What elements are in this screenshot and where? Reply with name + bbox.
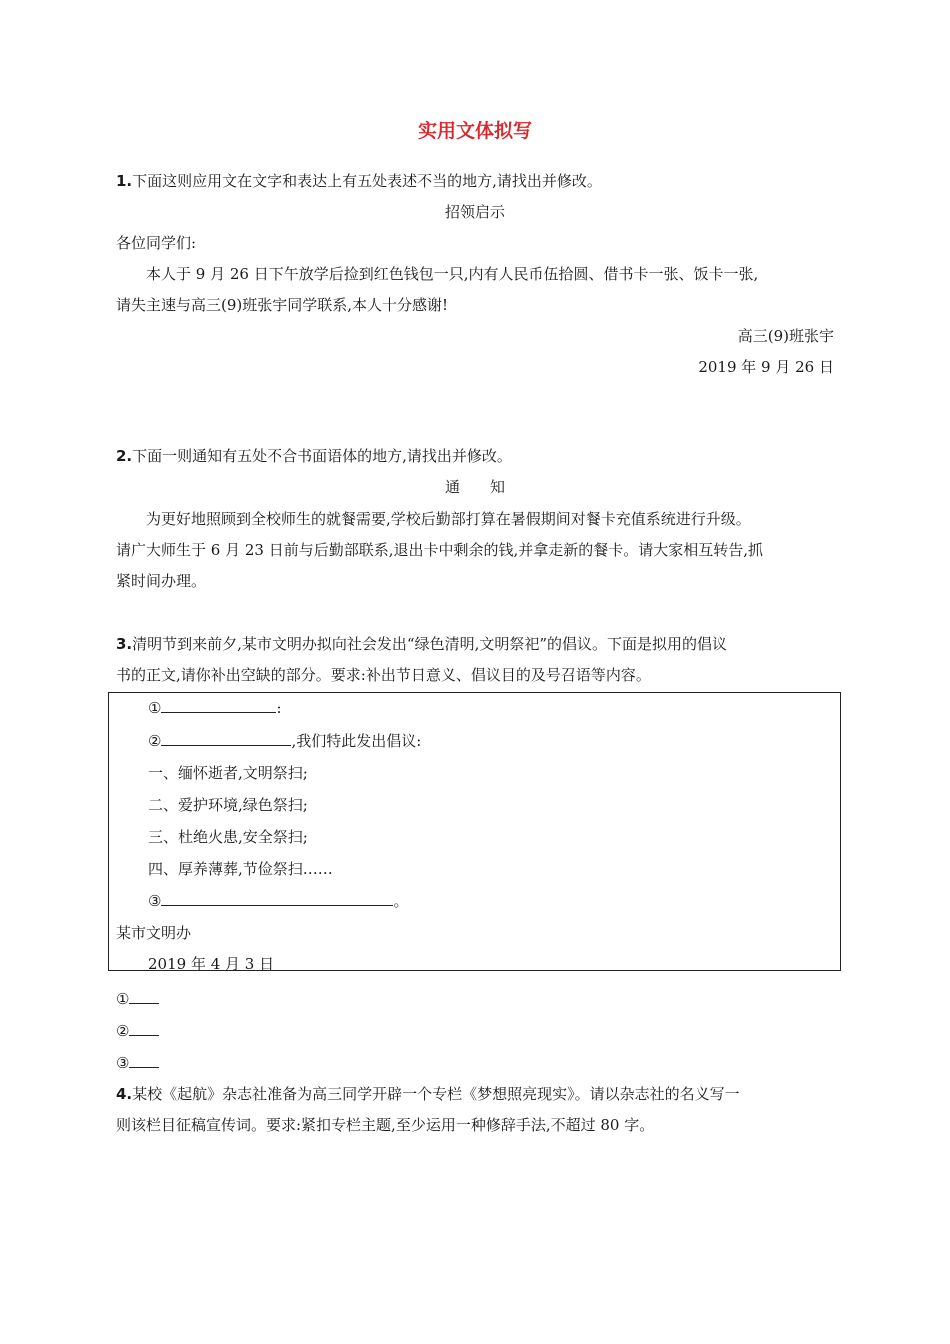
- notice-body-line: 紧时间办理。: [116, 572, 207, 590]
- proposal-item: 一、缅怀逝者,文明祭扫;: [148, 764, 308, 782]
- question-prompt: 则该栏目征稿宣传词。要求:紧扣专栏主题,至少运用一种修辞手法,不超过 80 字。: [116, 1116, 655, 1134]
- question-number: 2.: [116, 447, 133, 465]
- question-4: [116, 1083, 740, 1104]
- notice-body-line: 请广大师生于 6 月 23 日前与后勤部联系,退出卡中剩余的钱,并拿走新的餐卡。请大家相互转告,抓: [116, 541, 764, 559]
- answer-blank[interactable]: [129, 1021, 159, 1036]
- page-title: 实用文体拟写: [417, 120, 532, 142]
- blank-marker: ③: [148, 892, 162, 910]
- proposal-line-2: [148, 730, 421, 751]
- proposal-item: 四、厚养薄葬,节俭祭扫……: [148, 860, 333, 878]
- notice-title: 招领启示: [444, 203, 505, 221]
- greeting: 各位同学们:: [116, 234, 197, 252]
- question-2: [116, 445, 512, 466]
- question-number: 3.: [116, 635, 133, 653]
- proposal-date: 2019 年 4 月 3 日: [148, 955, 275, 973]
- proposal-line-3: [148, 890, 408, 911]
- question-1: [116, 170, 602, 191]
- notice-body-line: 请失主速与高三(9)班张宇同学联系,本人十分感谢!: [116, 296, 449, 314]
- question-3: [116, 633, 727, 654]
- blank-3[interactable]: [161, 891, 393, 906]
- blank-marker: ①: [148, 699, 162, 717]
- answer-blank[interactable]: [129, 989, 159, 1004]
- answer-marker: ②: [116, 1022, 130, 1040]
- question-prompt: 清明节到来前夕,某市文明办拟向社会发出“绿色清明,文明祭祀”的倡议。下面是拟用的倡议: [132, 635, 728, 653]
- proposal-item: 二、爱护环境,绿色祭扫;: [148, 796, 308, 814]
- proposal-line-1: [148, 698, 282, 717]
- answer-line-3: [116, 1053, 159, 1072]
- proposal-org: 某市文明办: [116, 924, 192, 942]
- notice-body-line: 本人于 9 月 26 日下午放学后捡到红色钱包一只,内有人民币伍拾圆、借书卡一张、饭卡一张,: [146, 265, 759, 283]
- notice-date: 2019 年 9 月 26 日: [698, 358, 834, 376]
- answer-marker: ③: [116, 1054, 130, 1072]
- notice-title: 通 知: [444, 478, 505, 496]
- answer-line-2: [116, 1021, 159, 1040]
- answer-marker: ①: [116, 990, 130, 1008]
- question-prompt: 下面一则通知有五处不合书面语体的地方,请找出并修改。: [132, 447, 512, 465]
- question-prompt: 下面这则应用文在文字和表达上有五处表述不当的地方,请找出并修改。: [132, 172, 602, 190]
- blank-suffix: 。: [393, 892, 409, 910]
- answer-line-1: [116, 989, 159, 1008]
- blank-marker: ②: [148, 732, 162, 750]
- blank-suffix: ,我们特此发出倡议:: [291, 732, 422, 750]
- blank-2[interactable]: [161, 731, 291, 746]
- answer-blank[interactable]: [129, 1053, 159, 1068]
- notice-body-line: 为更好地照顾到全校师生的就餐需要,学校后勤部打算在暑假期间对餐卡充值系统进行升级。: [146, 510, 751, 528]
- proposal-item: 三、杜绝火患,安全祭扫;: [148, 828, 308, 846]
- question-number: 4.: [116, 1085, 133, 1103]
- blank-1[interactable]: [161, 698, 276, 713]
- question-prompt: 某校《起航》杂志社准备为高三同学开辟一个专栏《梦想照亮现实》。请以杂志社的名义写一: [132, 1085, 740, 1103]
- question-prompt: 书的正文,请你补出空缺的部分。要求:补出节日意义、倡议目的及号召语等内容。: [116, 666, 651, 684]
- blank-suffix: :: [276, 699, 282, 717]
- signature: 高三(9)班张宇: [737, 327, 834, 345]
- question-number: 1.: [116, 172, 133, 190]
